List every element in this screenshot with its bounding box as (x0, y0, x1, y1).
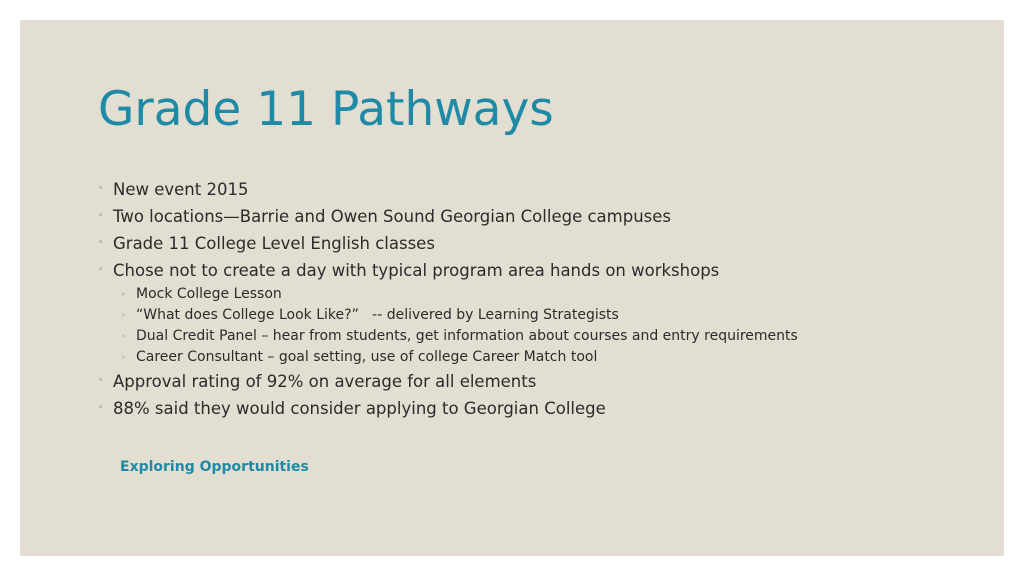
bullet-item (98, 230, 978, 257)
bullet-marker-icon: ◦ (98, 265, 104, 275)
sub-bullet-list (121, 284, 978, 368)
sub-bullet-marker-icon: ◦ (121, 311, 126, 320)
bullet-item (98, 257, 978, 368)
slide-title: Grade 11 Pathways (98, 82, 554, 137)
sub-bullet-text: Mock College Lesson (136, 286, 282, 302)
bullet-list (98, 176, 978, 422)
sub-bullet-text: Dual Credit Panel – hear from students, get information about courses and entry requirements (136, 328, 798, 344)
bullet-marker-icon: ◦ (98, 376, 104, 386)
sub-bullet-item (121, 305, 978, 326)
bullet-text: Approval rating of 92% on average for all elements (113, 372, 537, 391)
bullet-text: Two locations—Barrie and Owen Sound Georgian College campuses (113, 207, 671, 226)
footer-label: Exploring Opportunities (120, 459, 309, 475)
bullet-text: 88% said they would consider applying to Georgian College (113, 399, 606, 418)
bullet-text: Chose not to create a day with typical program area hands on workshops (113, 261, 720, 280)
sub-bullet-marker-icon: ◦ (121, 353, 126, 362)
slide (20, 20, 1004, 556)
sub-bullet-text: “What does College Look Like?” -- delivered by Learning Strategists (136, 307, 619, 323)
sub-bullet-item (121, 347, 978, 368)
sub-bullet-item (121, 284, 978, 305)
sub-bullet-marker-icon: ◦ (121, 290, 126, 299)
bullet-text: Grade 11 College Level English classes (113, 234, 435, 253)
sub-bullet-text: Career Consultant – goal setting, use of college Career Match tool (136, 349, 598, 365)
bullet-text: New event 2015 (113, 180, 249, 199)
bullet-marker-icon: ◦ (98, 211, 104, 221)
bullet-item (98, 203, 978, 230)
bullet-item (98, 395, 978, 422)
bullet-marker-icon: ◦ (98, 403, 104, 413)
sub-bullet-item (121, 326, 978, 347)
bullet-item (98, 368, 978, 395)
bullet-item (98, 176, 978, 203)
sub-bullet-marker-icon: ◦ (121, 332, 126, 341)
bullet-marker-icon: ◦ (98, 238, 104, 248)
bullet-marker-icon: ◦ (98, 184, 104, 194)
